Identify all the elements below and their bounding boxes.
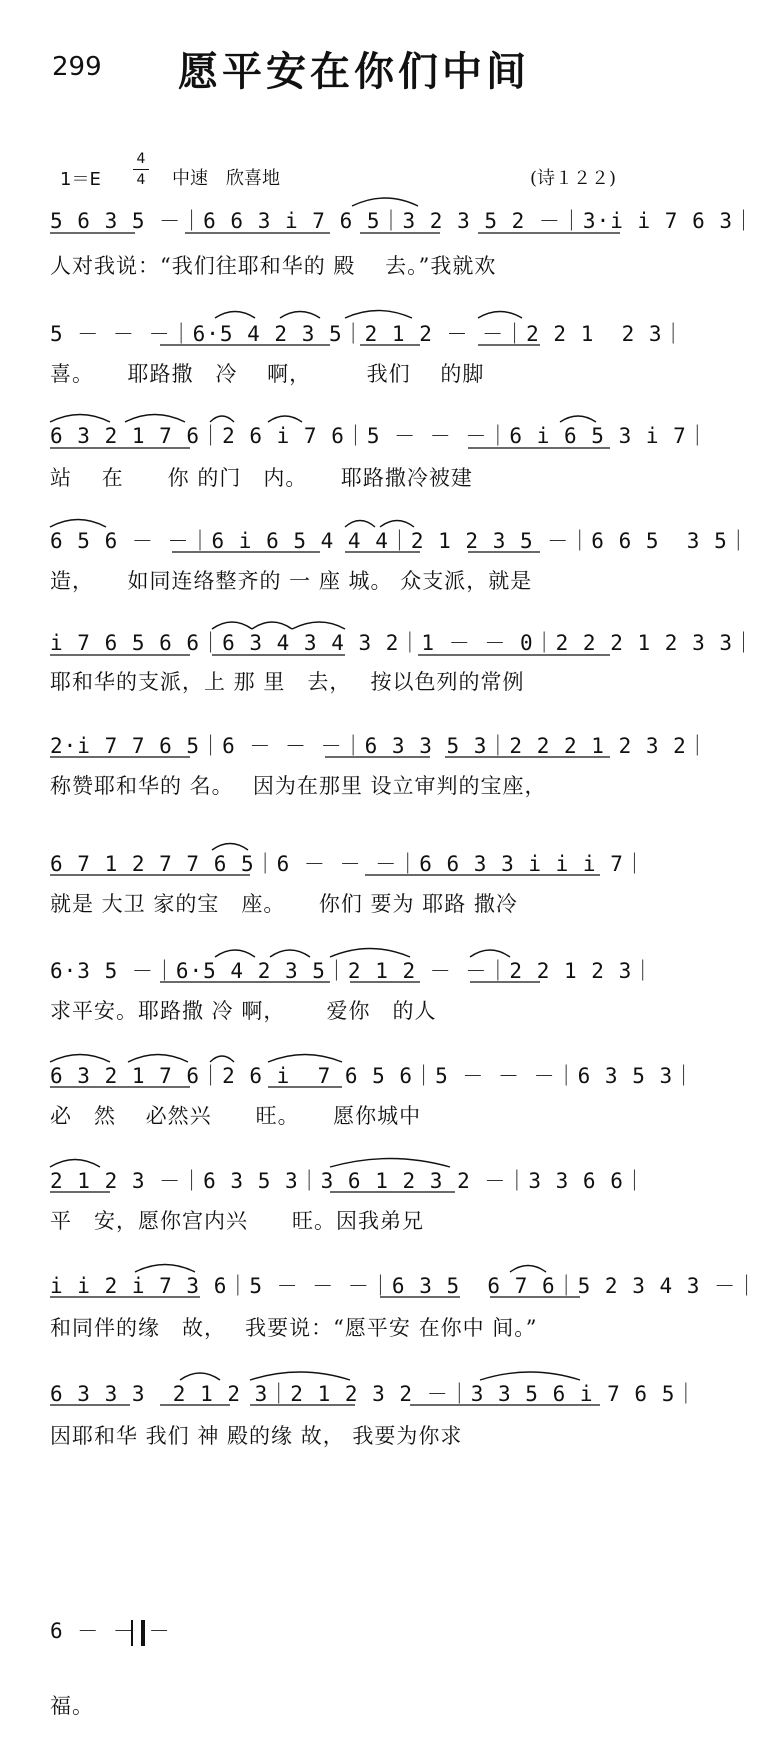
notation-line: 6 3 3 3 2 1 2 3｜2 1 2 3 2 －｜3 3 5 6 i 7 6 5｜ [50,1382,698,1406]
notation-line: 6·3 5 －｜6·5 4 2 3 5｜2 1 2 － －｜2 2 1 2 3｜ [50,959,655,983]
notation-line: 6 3 2 1 7 6｜2 6 i 7 6 5 6｜5 － － －｜6 3 5 3｜ [50,1064,696,1088]
lyric-line: 福。 [50,1694,94,1718]
lyric-line: 耶和华的支派，上 那 里 去， 按以色列的常例 [50,670,525,694]
notation-line: 2 1 2 3 －｜6 3 5 3｜3 6 1 2 3 2 －｜3 3 6 6｜ [50,1169,646,1193]
lyric-line: 必 然 必然兴 旺。 愿你城中 [50,1104,422,1128]
notation-line: 5 － － －｜6·5 4 2 3 5｜2 1 2 － －｜2 2 1 2 3｜ [50,322,685,346]
lyric-line: 就是 大卫 家的宝 座。 你们 要为 耶路 撒冷 [50,892,518,916]
tempo-marking: 中速 欣喜地 [172,168,280,189]
lyric-line: 喜。 耶路撒 冷 啊， 我们 的脚 [50,362,485,386]
notation-line: i 7 6 5 6 6｜6 3 4 3 4 3 2｜1 － － 0｜2 2 2 1 2 3 3｜ [50,631,756,655]
final-barline [131,1620,145,1646]
lyric-line: 称赞耶和华的 名。 因为在那里 设立审判的宝座， [50,774,547,798]
lyric-line: 求平安。耶路撒 冷 啊， 爱你 的人 [50,999,437,1023]
notation-line: 6 7 1 2 7 7 6 5｜6 － － －｜6 6 3 3 i i i 7｜ [50,852,646,876]
lyric-line: 因耶和华 我们 神 殿的缘 故， 我要为你求 [50,1424,463,1448]
notation-line: 6 3 2 1 7 6｜2 6 i 7 6｜5 － － －｜6 i 6 5 3 i 7｜ [50,424,709,448]
notation-line: i i 2 i 7 3 6｜5 － － －｜6 3 5 6 7 6｜5 2 3 4 3 －｜ [50,1274,758,1298]
key-signature: 1＝E [60,169,101,190]
lyric-line: 和同伴的缘 故， 我要说：“愿平安 在你中 间。” [50,1316,538,1340]
time-signature-bottom: 4 [136,172,146,188]
scripture-reference: (诗１２２) [530,168,617,189]
lyric-line: 站 在 你 的门 内。 耶路撒冷被建 [50,466,473,490]
time-signature-top: 4 [136,151,146,167]
notation-line: 2·i 7 7 6 5｜6 － － －｜6 3 3 5 3｜2 2 2 1 2 3 2｜ [50,734,709,758]
notation-line: 5 6 3 5 －｜6 6 3 i 7 6 5｜3 2 3 5 2 －｜3·i i 7 6 3｜ [50,209,756,233]
lyric-line: 造， 如同连络整齐的 一 座 城。 众支派，就是 [50,569,533,593]
notation-line: 6 － － － [50,1619,171,1643]
lyric-line: 人对我说：“我们往耶和华的 殿 去。”我就欢 [50,254,497,278]
lyric-line: 平 安，愿你宫内兴 旺。因我弟兄 [50,1209,424,1233]
hymn-title: 愿平安在你们中间 [178,48,530,95]
hymn-number: 299 [52,52,102,82]
time-signature [133,152,149,187]
notation-line: 6 5 6 － －｜6 i 6 5 4 4 4｜2 1 2 3 5 －｜6 6 5 3 5｜ [50,529,750,553]
slur-arc [345,311,412,319]
